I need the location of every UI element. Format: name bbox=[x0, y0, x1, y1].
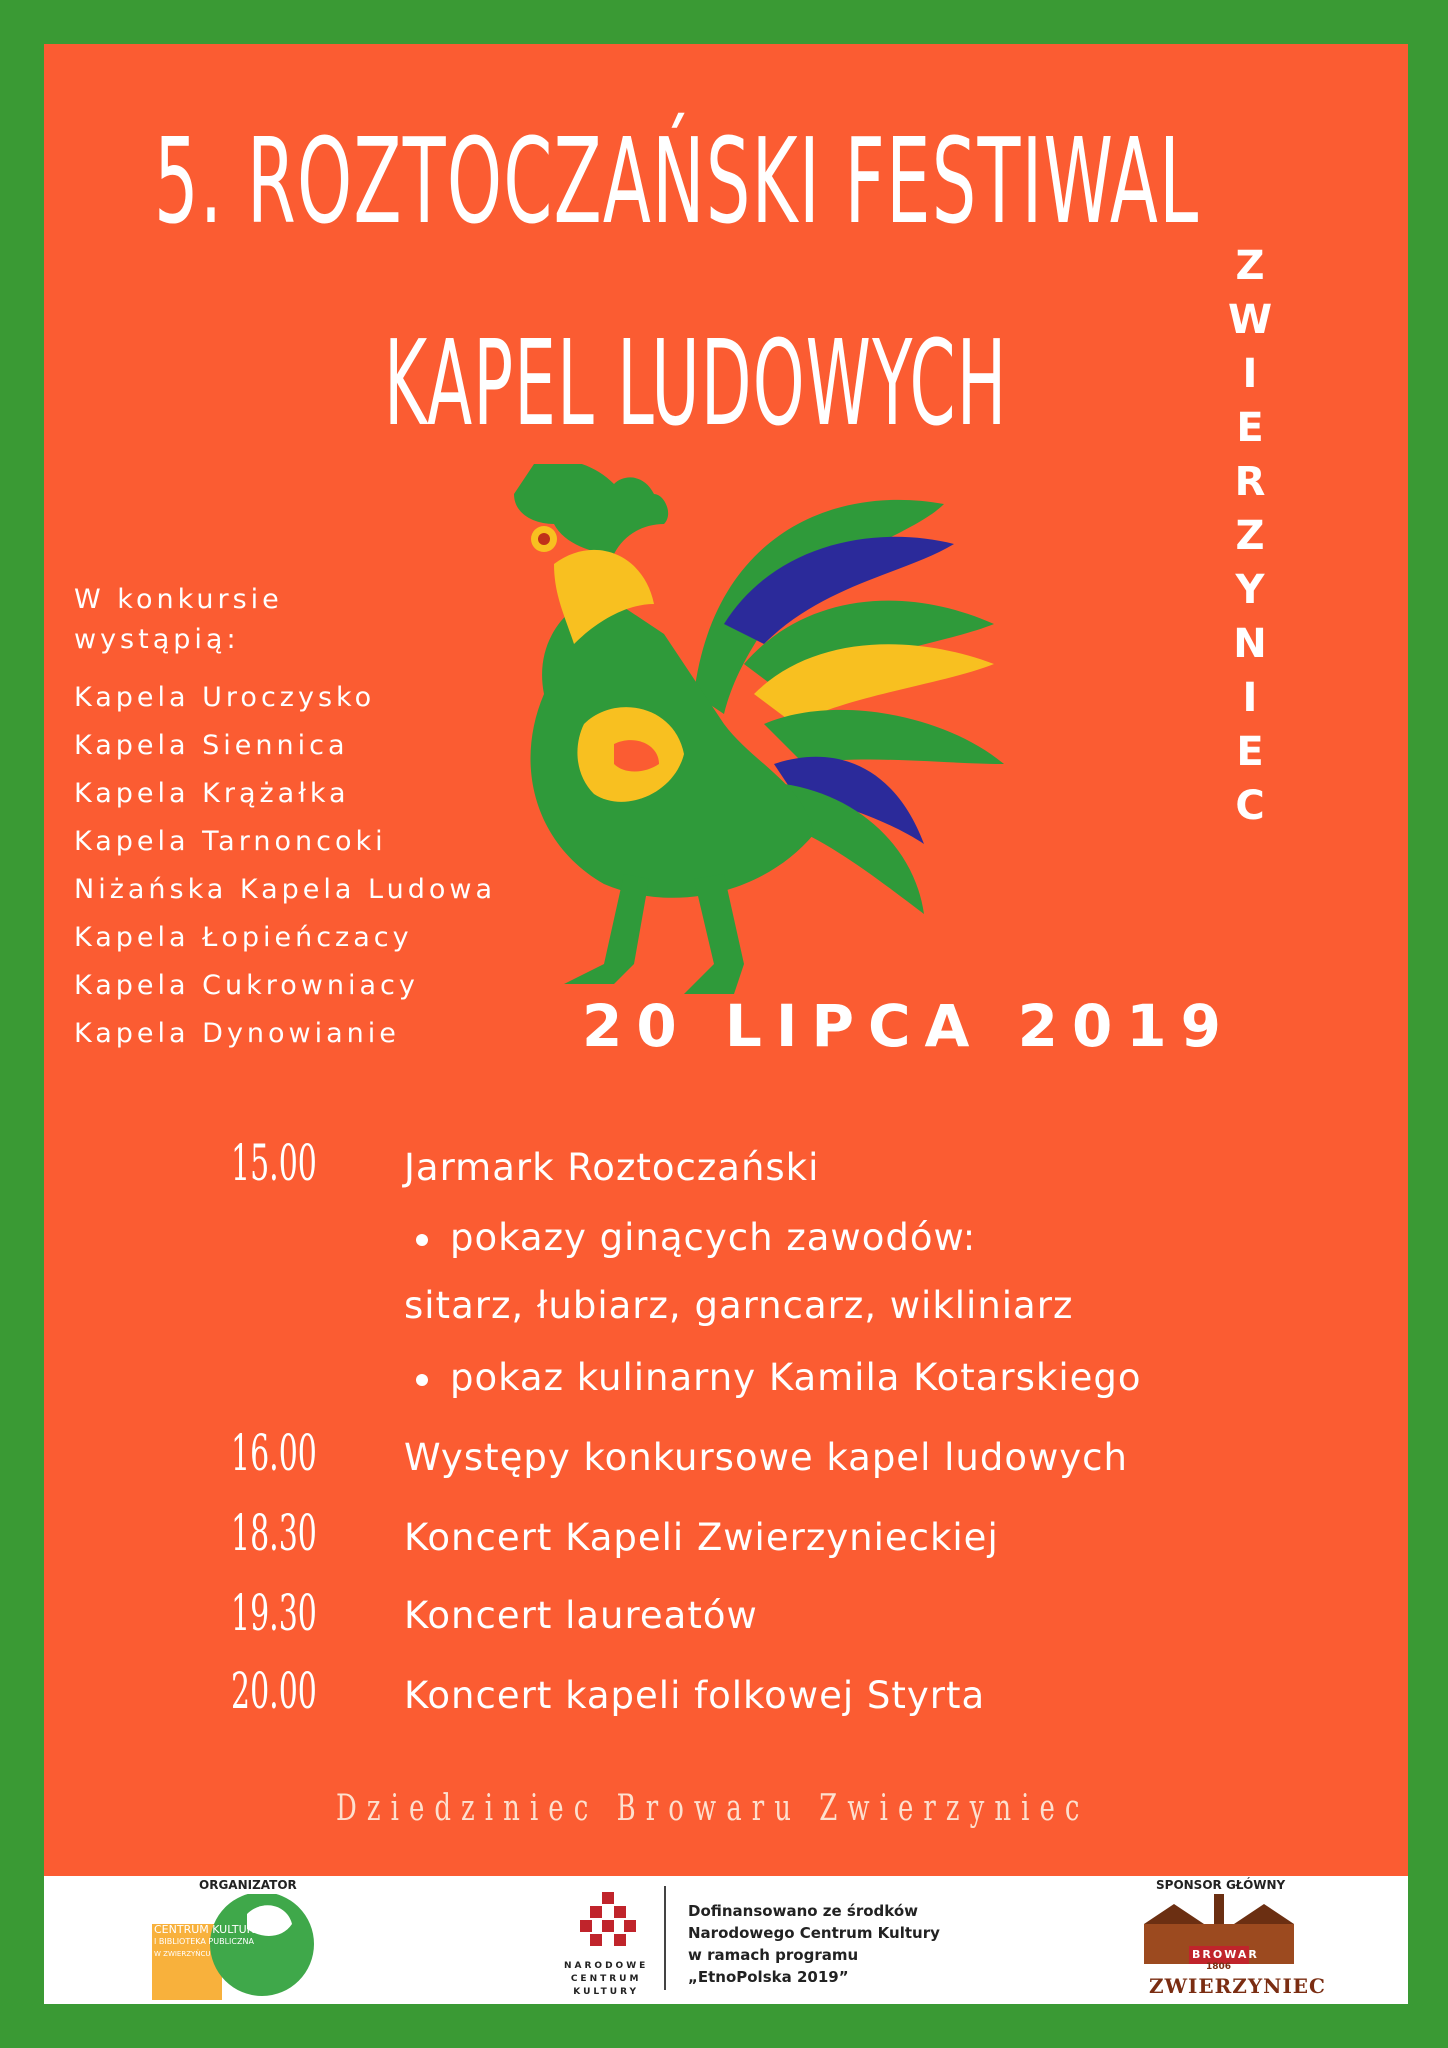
organizer-name-line2: I BIBLIOTEKA PUBLICZNA bbox=[154, 1937, 254, 1946]
nck-logo-icon bbox=[580, 1892, 636, 1956]
vertical-letter: I bbox=[1242, 675, 1258, 721]
funding-line4: „EtnoPolska 2019” bbox=[688, 1968, 849, 1986]
schedule-time: 16.00 bbox=[231, 1424, 317, 1482]
schedule-act: Koncert kapeli folkowej Styrta bbox=[404, 1674, 986, 1717]
schedule-act: Jarmark Roztoczański bbox=[404, 1146, 820, 1189]
lineup-band: Kapela Krążałka bbox=[74, 778, 350, 809]
festival-title-line1: 5. ROZTOCZAŃSKI FESTIWAL bbox=[154, 112, 1200, 250]
vertical-place-name bbox=[1220, 239, 1280, 833]
festival-title-line2: KAPEL LUDOWYCH bbox=[384, 314, 1008, 452]
nck-label bbox=[564, 1960, 648, 1999]
schedule-subitem bbox=[416, 1216, 976, 1259]
sponsor-badge: BROWAR bbox=[1192, 1948, 1259, 1961]
sponsor-year: 1806 bbox=[1206, 1962, 1232, 1972]
vertical-letter: Z bbox=[1235, 513, 1265, 559]
event-date: 20 LIPCA 2019 bbox=[582, 992, 1236, 1060]
schedule-act: Koncert Kapeli Zwierzynieckiej bbox=[404, 1516, 999, 1559]
schedule-subitem-text: pokaz kulinarny Kamila Kotarskiego bbox=[450, 1356, 1142, 1399]
sponsor-footer bbox=[44, 1876, 1408, 2004]
funding-line3: w ramach programu bbox=[688, 1946, 859, 1964]
poster bbox=[44, 44, 1408, 1876]
vertical-letter: Y bbox=[1235, 567, 1265, 613]
vertical-letter: I bbox=[1242, 351, 1258, 397]
vertical-letter: C bbox=[1235, 783, 1265, 829]
schedule-time: 18.30 bbox=[231, 1504, 317, 1562]
bullet-icon bbox=[416, 1374, 428, 1386]
organizer-name bbox=[154, 1924, 260, 1960]
schedule-time: 20.00 bbox=[231, 1662, 317, 1720]
lineup-heading-line2: wystąpią: bbox=[74, 624, 240, 655]
vertical-letter: E bbox=[1236, 405, 1264, 451]
vertical-letter: N bbox=[1233, 621, 1267, 667]
schedule-subitem bbox=[416, 1356, 1142, 1399]
organizer-label: ORGANIZATOR bbox=[199, 1878, 297, 1892]
lineup-band: Kapela Uroczysko bbox=[74, 682, 376, 713]
lineup-band: Kapela Cukrowniacy bbox=[74, 970, 419, 1001]
schedule-time: 19.30 bbox=[231, 1584, 317, 1642]
lineup-heading-line1: W konkursie bbox=[74, 584, 283, 615]
funding-line2: Narodowego Centrum Kultury bbox=[688, 1924, 940, 1942]
sponsor-name: ZWIERZYNIEC bbox=[1149, 1974, 1326, 1998]
rooster-icon bbox=[474, 464, 1034, 1024]
lineup-band: Kapela Łopieńczacy bbox=[74, 922, 413, 953]
nck-label-line2: CENTRUM bbox=[570, 1974, 642, 1984]
lineup-band: Niżańska Kapela Ludowa bbox=[74, 874, 497, 905]
nck-label-line1: NARODOWE bbox=[564, 1961, 649, 1971]
competition-lineup bbox=[74, 580, 496, 1058]
vertical-letter: Z bbox=[1235, 243, 1265, 289]
organizer-name-line3: W ZWIERZYŃCU bbox=[154, 1950, 211, 1958]
schedule-subitem-text: sitarz, łubiarz, garncarz, wikliniarz bbox=[404, 1284, 1074, 1327]
schedule-act: Występy konkursowe kapel ludowych bbox=[404, 1436, 1128, 1479]
nck-label-line3: KULTURY bbox=[573, 1987, 640, 1997]
lineup-heading bbox=[74, 580, 496, 660]
sponsor-label: SPONSOR GŁÓWNY bbox=[1156, 1878, 1286, 1892]
bullet-icon bbox=[416, 1234, 428, 1246]
lineup-band: Kapela Siennica bbox=[74, 730, 349, 761]
vertical-letter: W bbox=[1227, 297, 1273, 343]
schedule-subitem-text: pokazy ginących zawodów: bbox=[450, 1216, 977, 1259]
schedule-act: Koncert laureatów bbox=[404, 1594, 758, 1637]
lineup-band: Kapela Tarnoncoki bbox=[74, 826, 387, 857]
funding-line1: Dofinansowano ze środków bbox=[688, 1902, 919, 1920]
organizer-name-line1: CENTRUM KULTURY bbox=[154, 1923, 261, 1936]
vertical-letter: E bbox=[1236, 729, 1264, 775]
vertical-letter: R bbox=[1234, 459, 1266, 505]
schedule-time: 15.00 bbox=[231, 1134, 317, 1192]
lineup-band: Kapela Dynowianie bbox=[74, 1018, 400, 1049]
funding-note bbox=[688, 1900, 940, 1988]
footer-divider bbox=[664, 1886, 666, 1990]
venue-name: Dziedziniec Browaru Zwierzyniec bbox=[336, 1788, 1090, 1829]
